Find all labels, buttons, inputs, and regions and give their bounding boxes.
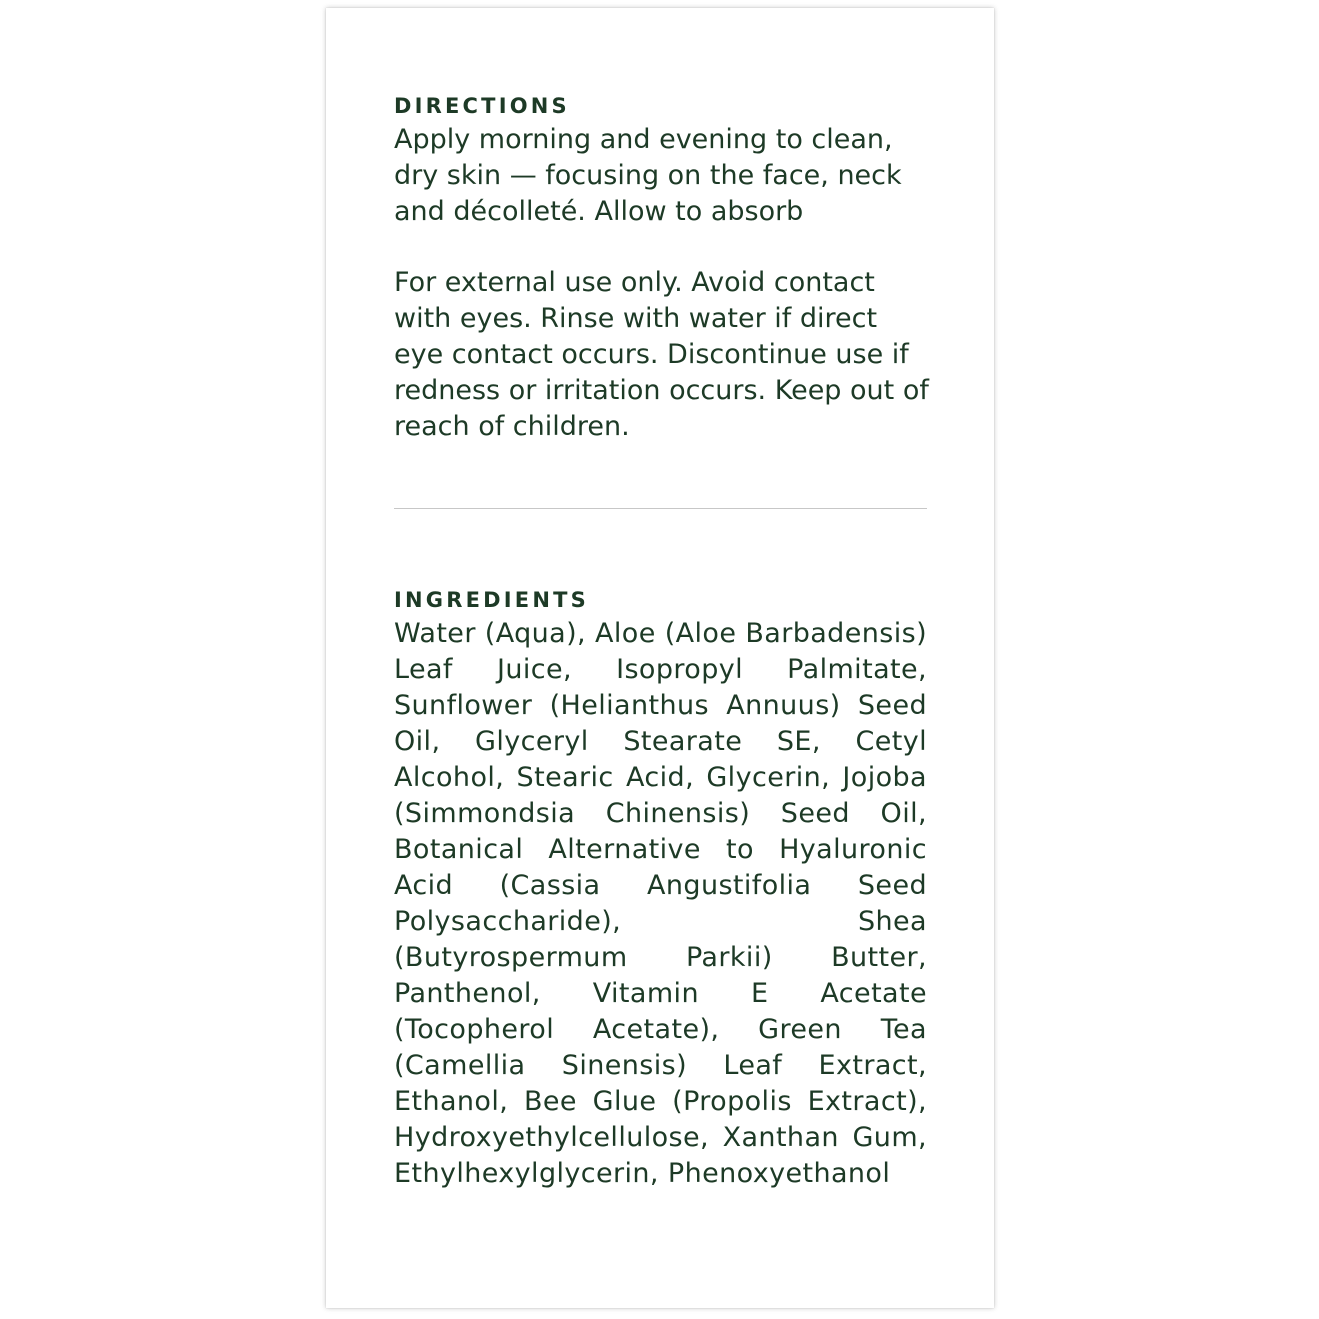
- directions-heading: DIRECTIONS: [394, 94, 570, 118]
- directions-warning-text: For external use only. Avoid contact with eyes. Rinse with water if direct eye contact occurs. Discontinue use if redness or irritation occurs. Keep out of reach of children.: [394, 267, 929, 442]
- label-panel: [326, 8, 994, 1308]
- section-divider: [394, 508, 927, 509]
- ingredients-heading: INGREDIENTS: [394, 588, 589, 612]
- ingredients-list-text: Water (Aqua), Aloe (Aloe Barbadensis) Leaf Juice, Isopropyl Palmitate, Sunflower (Helianthus Annuus) Seed Oil, Glyceryl Stearate SE, Cetyl Alcohol, Stearic Acid, Glycerin, Jojoba (Simmondsia Chinensis) Seed Oil, Botanical Alternative to Hyaluronic Acid (Cassia Angustifolia Seed Polysaccharide), Shea (Butyrospermum Parkii) Butter, Panthenol, Vitamin E Acetate (Tocopherol Acetate), Green Tea (Camellia Sinensis) Leaf Extract, Ethanol, Bee Glue (Propolis Extract), Hydroxyethylcellulose, Xanthan Gum, Ethylhexylglycerin, Phenoxyethanol: [394, 618, 928, 1189]
- directions-usage-text: Apply morning and evening to clean, dry skin — focusing on the face, neck and décolleté. Allow to absorb: [394, 124, 902, 227]
